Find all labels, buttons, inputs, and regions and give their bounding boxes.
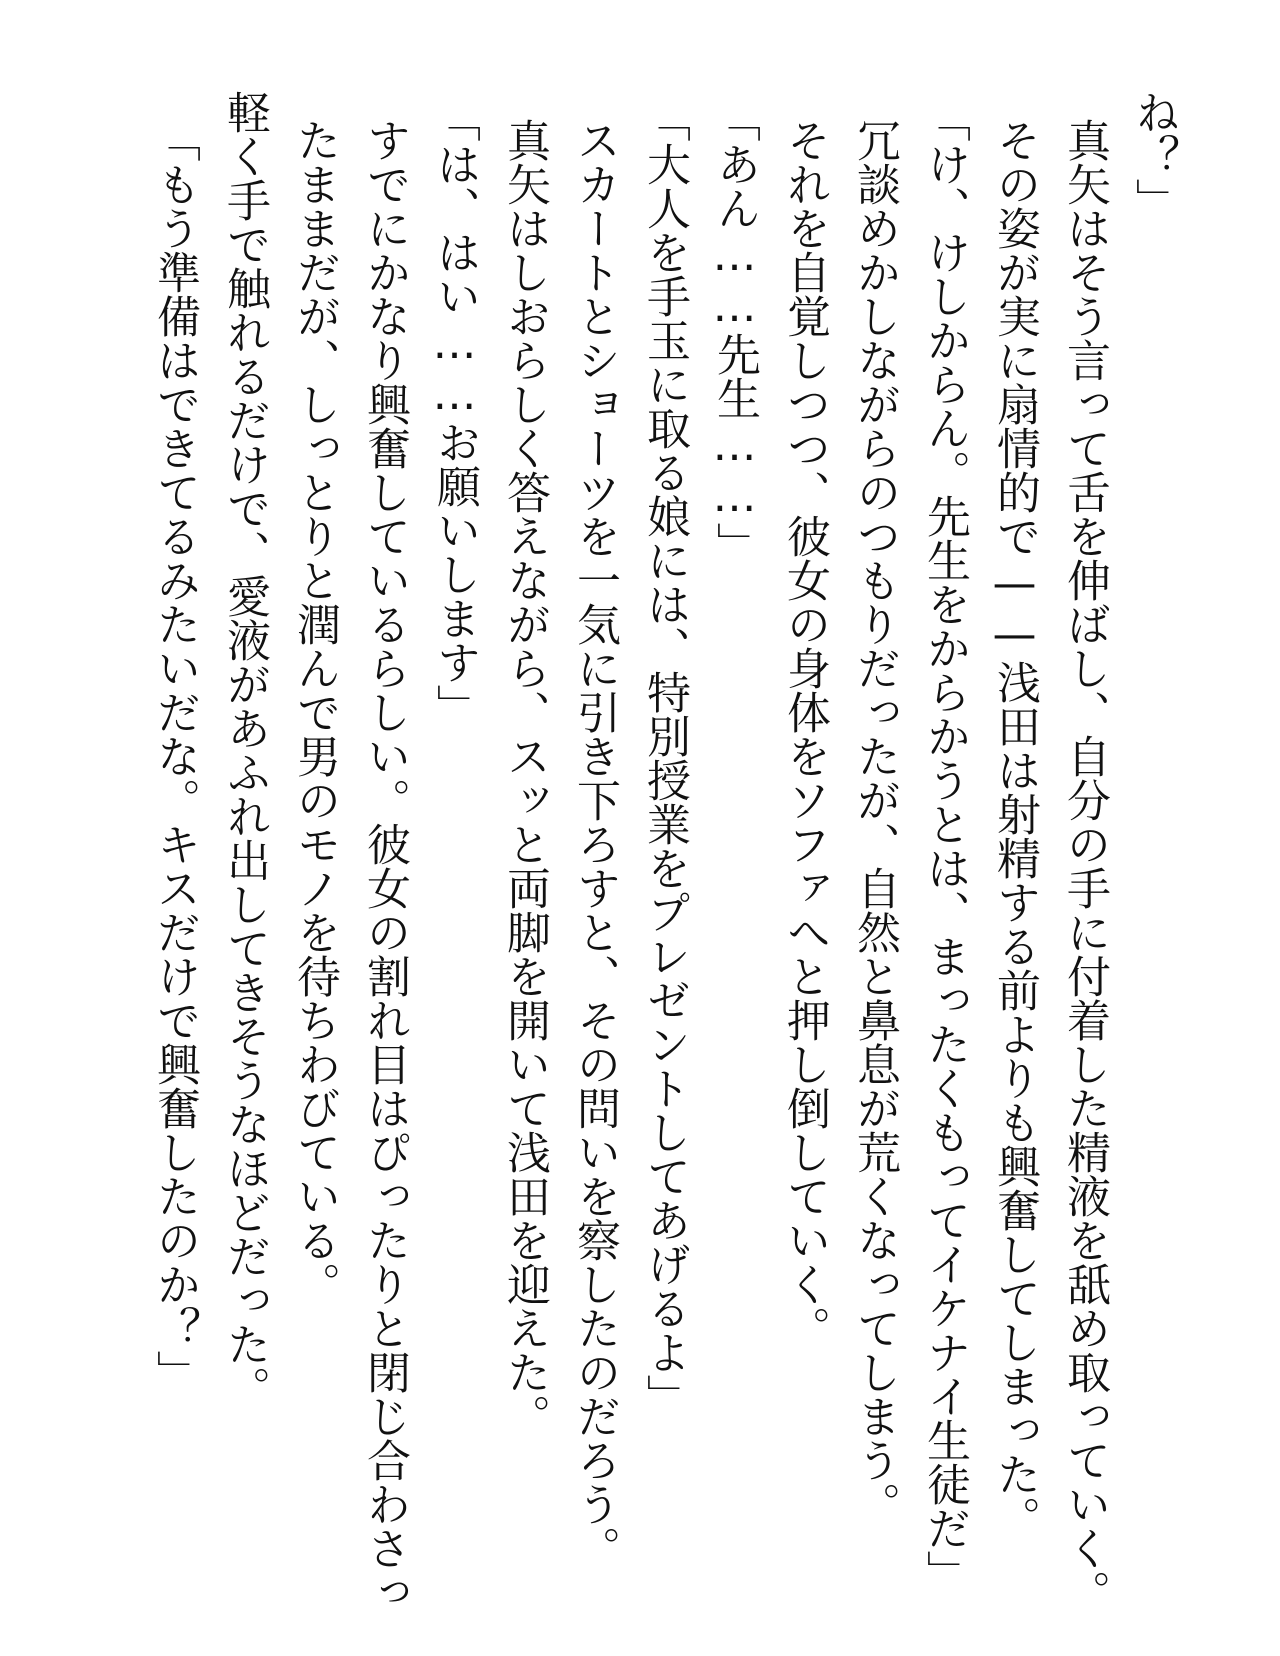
text-line: 軽く手で触れるだけで、愛液があふれ出してきそうなほどだった。 — [219, 90, 270, 1410]
text-line: その姿が実に扇情的で——浅田は射精する前よりも興奮してしまった。 — [989, 118, 1040, 1540]
text-line: すでにかなり興奮しているらしい。彼女の割れ目はぴったりと閉じ合わさっ — [359, 118, 410, 1614]
text-line: 「あん……先生……」 — [709, 98, 760, 566]
text-line: 冗談めかしながらのつもりだったが、自然と鼻息が荒くなってしまう。 — [849, 118, 900, 1526]
text-line: 「もう準備はできてるみたいだな。キスだけで興奮したのか？」 — [149, 118, 200, 1394]
text-line: 「は、はい……お願いします」 — [429, 98, 480, 728]
text-line: スカートとショーツを一気に引き下ろすと、その問いを察したのだろう。 — [569, 118, 620, 1570]
text-line: 「大人を手玉に取る娘には、特別授業をプレゼントしてあげるよ」 — [639, 98, 690, 1418]
text-line: それを自覚しつつ、彼女の身体をソファへと押し倒していく。 — [779, 118, 830, 1350]
text-line: 真矢はそう言って舌を伸ばし、自分の手に付着した精液を舐め取っていく。 — [1059, 118, 1110, 1614]
text-line: 真矢はしおらしく答えながら、スッと両脚を開いて浅田を迎えた。 — [499, 118, 550, 1438]
text-line: 「け、けしからん。先生をからかうとは、まったくもってイケナイ生徒だ」 — [919, 98, 970, 1594]
text-line: たままだが、しっとりと潤んで男のモノを待ちわびている。 — [289, 118, 340, 1306]
text-line: ね？」 — [1128, 90, 1179, 222]
